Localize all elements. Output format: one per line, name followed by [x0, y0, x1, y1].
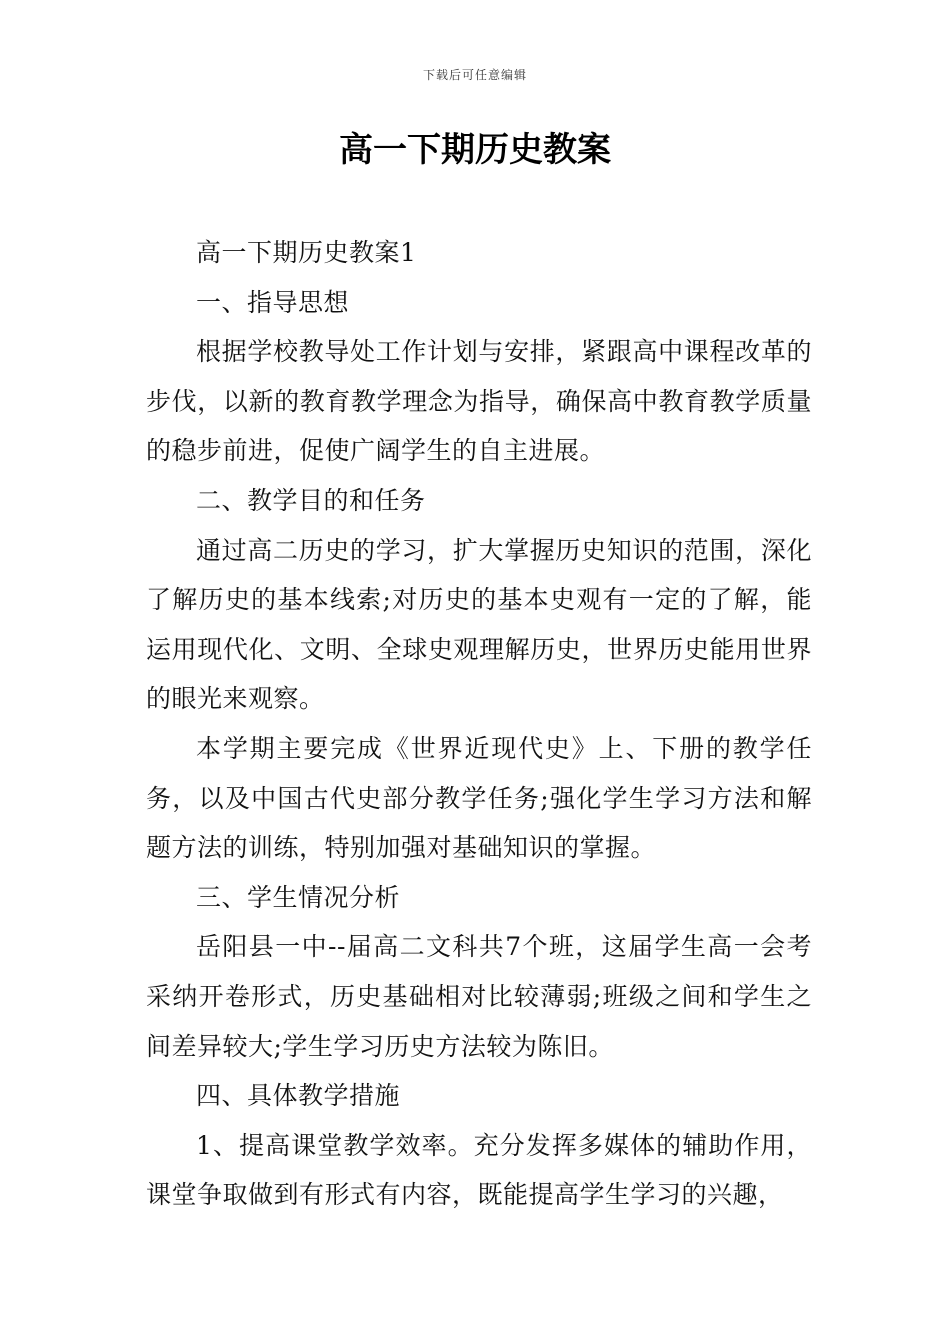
body-paragraph: 根据学校教导处工作计划与安排，紧跟高中课程改革的步伐，以新的教育教学理念为指导，确保高中教育教学质量的稳步前进，促使广阔学生的自主进展。: [146, 337, 812, 466]
section-heading-1: 一、指导思想: [196, 287, 350, 317]
header-note: 下载后可任意编辑: [422, 68, 527, 82]
section-heading-2: 二、教学目的和任务: [196, 485, 426, 515]
document-body: [146, 228, 812, 1220]
section-heading-3: 三、学生情况分析: [196, 882, 401, 912]
document-title: 高一下期历史教案: [339, 130, 611, 170]
body-paragraph: 本学期主要完成《世界近现代史》上、下册的教学任务，以及中国古代史部分教学任务;强化学生学习方法和解题方法的训练，特别加强对基础知识的掌握。: [146, 733, 812, 863]
body-paragraph: 1、提高课堂教学效率。充分发挥多媒体的辅助作用，课堂争取做到有形式有内容，既能提高学生学习的兴趣，: [146, 1130, 812, 1210]
body-paragraph: 岳阳县一中--届高二文科共7个班，这届学生高一会考采纳开卷形式，历史基础相对比较薄弱;班级之间和学生之间差异较大;学生学习历史方法较为陈旧。: [146, 932, 812, 1061]
body-paragraph: 通过高二历史的学习，扩大掌握历史知识的范围，深化了解历史的基本线索;对历史的基本史观有一定的了解，能运用现代化、文明、全球史观理解历史，世界历史能用世界的眼光来观察。: [146, 535, 812, 714]
section-heading-4: 四、具体教学措施: [196, 1081, 401, 1111]
subtitle-paragraph: 高一下期历史教案1: [196, 238, 417, 267]
